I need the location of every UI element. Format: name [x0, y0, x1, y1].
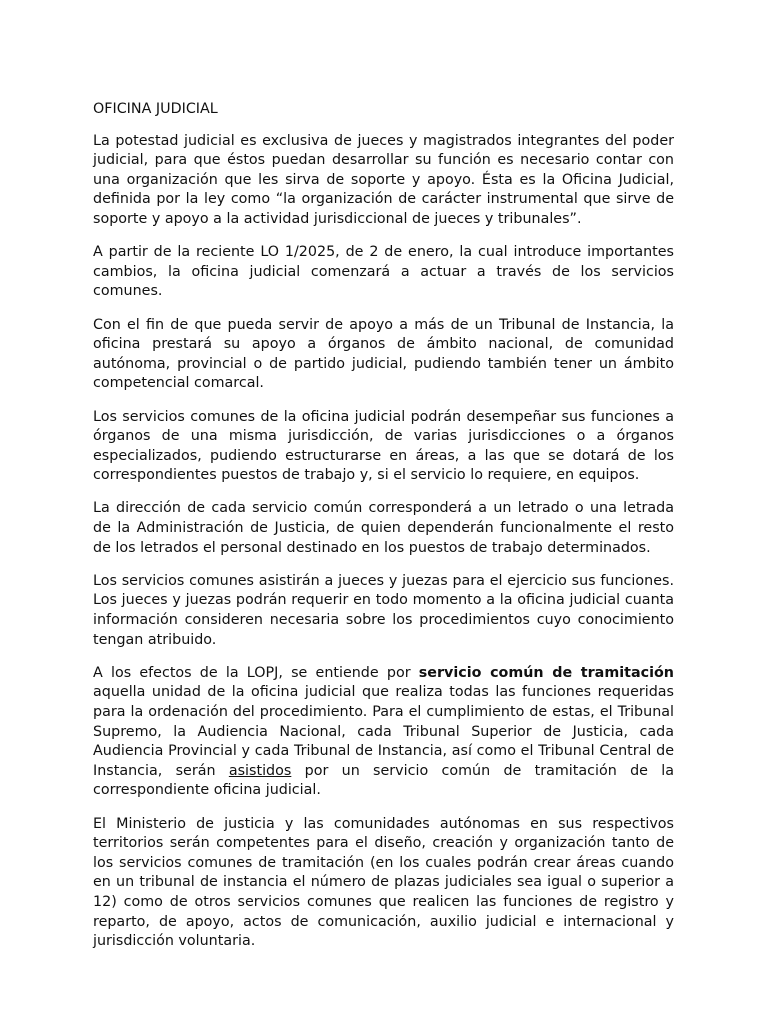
paragraph-8: El Ministerio de justicia y las comunidades autónomas en sus respectivos territorios serán competentes para el diseño, creación y organización tanto de los servicios comunes de tramitación (en los cuales podrán crear áreas cuando en un tribunal de instancia el número de plazas judiciales sea igual o superior a 12) como de otros servicios comunes que realicen las funciones de registro y reparto, de apoyo, actos de comunicación, auxilio judicial e internacional y jurisdicción voluntaria. — [93, 815, 674, 950]
paragraph-1: La potestad judicial es exclusiva de jueces y magistrados integrantes del poder judicial, para que éstos puedan desarrollar su función es necesario contar con una organización que les sirva de soporte y apoyo. Ésta es la Oficina Judicial, definida por la ley como “la organización de carácter instrumental que sirve de soporte y apoyo a la actividad jurisdiccional de jueces y tribunales”. — [93, 132, 674, 227]
underlined-word: asistidos — [228, 762, 292, 779]
paragraph-6: Los servicios comunes asistirán a jueces y juezas para el ejercicio sus funciones. Los jueces y juezas podrán requerir en todo momento a la oficina judicial cuanta información consideren necesaria sobre los procedimientos cuyo conocimiento tengan atribuido. — [93, 572, 674, 648]
paragraph-5: La dirección de cada servicio común corresponderá a un letrado o una letrada de la Administración de Justicia, de quien dependerán funcionalmente el resto de los letrados el personal destinado en los puestos de trabajo determinados. — [93, 500, 674, 556]
paragraph-4: Los servicios comunes de la oficina judicial podrán desempeñar sus funciones a órganos de una misma jurisdicción, de varias jurisdicciones o a órganos especializados, pudiendo estructurarse en áreas, a las que se dotará de los correspondientes puestos de trabajo y, si el servicio lo requiere, en equipos. — [93, 408, 674, 484]
paragraph-7 — [93, 664, 674, 801]
paragraph-7-text-a: A los efectos de la LOPJ, se entiende por — [93, 664, 419, 681]
document-heading: OFICINA JUDICIAL — [93, 101, 218, 117]
bold-term: servicio común de tramitación — [418, 664, 674, 681]
paragraph-3: Con el fin de que pueda servir de apoyo a más de un Tribunal de Instancia, la oficina prestará su apoyo a órganos de ámbito nacional, de comunidad autónoma, provincial o de partido judicial, pudiendo también tener un ámbito competencial comarcal. — [93, 316, 674, 392]
paragraph-2: A partir de la reciente LO 1/2025, de 2 de enero, la cual introduce importantes cambios, la oficina judicial comenzará a actuar a través de los servicios comunes. — [93, 244, 674, 300]
paragraph-7-text-b: aquella unidad de la oficina judicial que realiza todas las funciones requeridas para la ordenación del procedimiento. Para el cumplimiento de estas, el Tribunal Supremo, la Audiencia Nacional, cada Tribunal Superior de Justicia, cada Audiencia Provincial y cada Tribunal de Instancia, así como el Tribunal Central de Instancia, serán — [93, 684, 674, 779]
paragraph-7-text-c: por un servicio común de tramitación de la correspondiente oficina judicial. — [93, 762, 674, 799]
